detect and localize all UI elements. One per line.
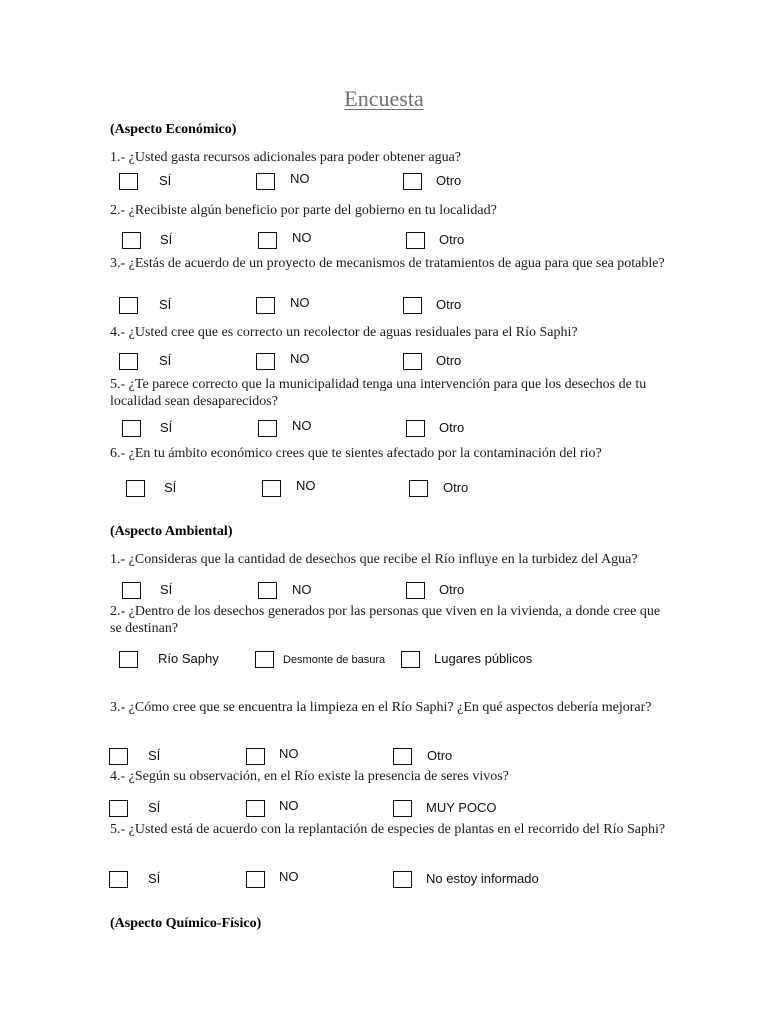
section-heading-ambiental: (Aspecto Ambiental): [110, 524, 233, 539]
section-heading-quimico: (Aspecto Químico-Físico): [110, 916, 262, 931]
question-ambiental-1: 1.- ¿Consideras que la cantidad de desechos que recibe el Río influye en la turbidez del Agua?: [110, 552, 638, 567]
checkbox[interactable]: [406, 582, 425, 599]
checkbox[interactable]: [409, 480, 428, 497]
survey-page: Encuesta (Aspecto Económico) 1.- ¿Usted gasta recursos adicionales para poder obtener agua? SÍ NO Otro 2.- ¿Recibiste algún beneficio por parte del gobierno en tu localidad? SÍ NO Otro 3.- ¿Estás de acuerdo de un proyecto de mecanismos de tratamientos de agua para que sea potable? SÍ NO Otro 4.- ¿Usted cree que es correcto un recolector de aguas residuales para el Río Saphi? SÍ NO Otro 5.- ¿Te parece correcto que la municipalidad tenga una intervención para que los desechos de tu localidad sean desaparecidos? SÍ NO Otro 6.- ¿En tu ámbito económico crees que te sientes afectado por la contaminación del rio? SÍ NO Otro (Aspecto Ambiental) 1.- ¿Consideras que la cantidad de desechos que recibe el Río influye en la turbidez del Agua? SÍ NO Otro 2.- ¿Dentro de los desechos generados por las personas que viven en la vivienda, a donde cree que se destinan? Río Saphy Desmonte de basura Lugares públicos 3.- ¿Cómo cree que se encuentra la limpieza en el Río Saphi? ¿En qué aspectos debería mejorar? SÍ NO Otro 4.- ¿Según su observación, en el Río existe la presencia de seres vivos? SÍ NO MUY POCO 5.- ¿Usted está de acuerdo con la replantación de especies de plantas en el recorrido del Río Saphi? SÍ NO No estoy informado (Aspecto Químico-Físico): [0, 0, 768, 1024]
question-economico-3: 3.- ¿Estás de acuerdo de un proyecto de mecanismos de tratamientos de agua para que sea potable?: [110, 256, 665, 271]
question-ambiental-3: 3.- ¿Cómo cree que se encuentra la limpieza en el Río Saphi? ¿En qué aspectos debería mejorar?: [110, 700, 652, 715]
checkbox[interactable]: [122, 582, 141, 599]
checkbox[interactable]: [122, 420, 141, 437]
checkbox[interactable]: [262, 480, 281, 497]
checkbox[interactable]: [258, 420, 277, 437]
checkbox[interactable]: [119, 173, 138, 190]
checkbox[interactable]: [406, 420, 425, 437]
checkbox[interactable]: [109, 748, 128, 765]
question-economico-5: 5.- ¿Te parece correcto que la municipalidad tenga una intervención para que los desechos de tu localidad sean desaparecidos?: [110, 377, 647, 409]
checkbox[interactable]: [393, 800, 412, 817]
checkbox[interactable]: [246, 800, 265, 817]
checkbox[interactable]: [403, 297, 422, 314]
question-ambiental-5: 5.- ¿Usted está de acuerdo con la replantación de especies de plantas en el recorrido del Río Saphi?: [110, 822, 666, 837]
checkbox[interactable]: [256, 297, 275, 314]
checkbox[interactable]: [256, 353, 275, 370]
question-ambiental-2: 2.- ¿Dentro de los desechos generados por las personas que viven en la vivienda, a donde cree que se destinan?: [110, 604, 661, 636]
checkbox[interactable]: [258, 582, 277, 599]
checkbox[interactable]: [393, 748, 412, 765]
checkbox[interactable]: [109, 871, 128, 888]
checkbox[interactable]: [119, 651, 138, 668]
checkbox[interactable]: [406, 232, 425, 249]
question-economico-6: 6.- ¿En tu ámbito económico crees que te sientes afectado por la contaminación del rio?: [110, 446, 602, 461]
checkbox[interactable]: [256, 173, 275, 190]
checkbox[interactable]: [119, 353, 138, 370]
checkbox[interactable]: [122, 232, 141, 249]
checkbox[interactable]: [119, 297, 138, 314]
checkbox[interactable]: [258, 232, 277, 249]
question-economico-4: 4.- ¿Usted cree que es correcto un recolector de aguas residuales para el Río Saphi?: [110, 325, 578, 340]
page-title: Encuesta: [344, 86, 424, 111]
checkbox[interactable]: [403, 353, 422, 370]
checkbox[interactable]: [126, 480, 145, 497]
checkbox[interactable]: [255, 651, 274, 668]
checkbox[interactable]: [246, 748, 265, 765]
question-economico-1: 1.- ¿Usted gasta recursos adicionales para poder obtener agua?: [110, 150, 462, 165]
checkbox[interactable]: [393, 871, 412, 888]
checkbox[interactable]: [246, 871, 265, 888]
checkbox[interactable]: [401, 651, 420, 668]
checkbox[interactable]: [403, 173, 422, 190]
section-heading-economico: (Aspecto Económico): [110, 122, 237, 137]
question-economico-2: 2.- ¿Recibiste algún beneficio por parte del gobierno en tu localidad?: [110, 203, 497, 218]
question-ambiental-4: 4.- ¿Según su observación, en el Río existe la presencia de seres vivos?: [110, 769, 509, 784]
checkbox[interactable]: [109, 800, 128, 817]
